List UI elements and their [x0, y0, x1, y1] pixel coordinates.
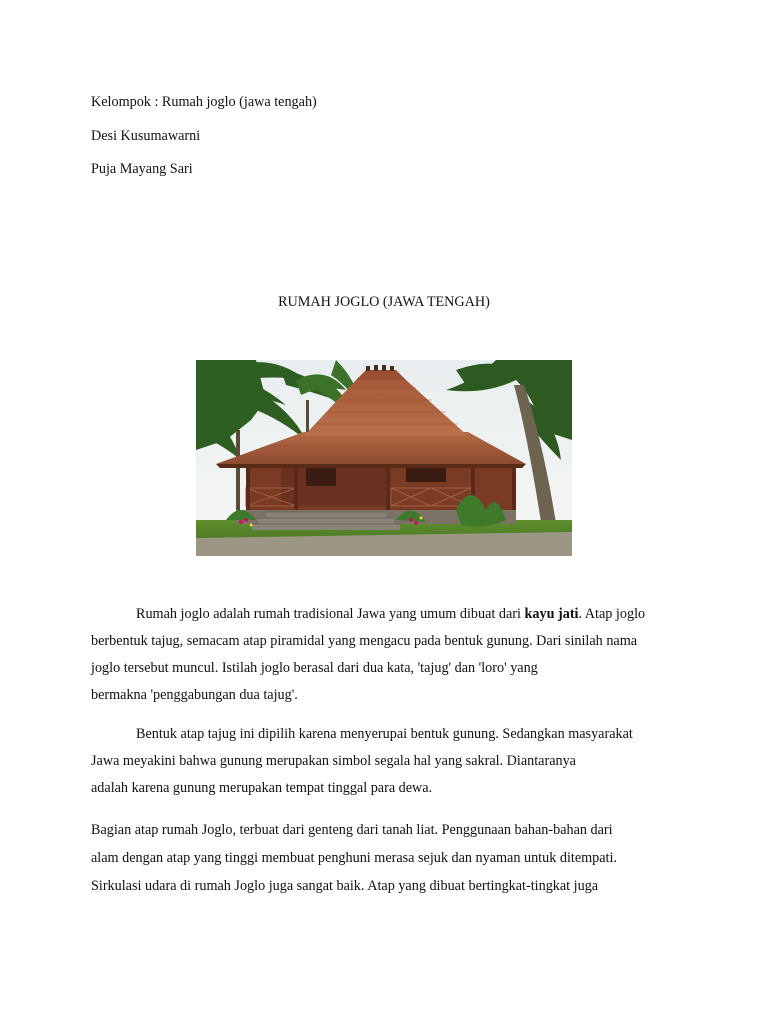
- paragraph-3: [91, 816, 691, 900]
- group-line: Kelompok : Rumah joglo (jawa tengah): [91, 94, 317, 110]
- paragraph-1-line-4: bermakna 'penggabungan dua tajug'.: [91, 687, 298, 703]
- paragraph-3-line-1: Bagian atap rumah Joglo, terbuat dari genteng dari tanah liat. Penggunaan bahan-bahan dari: [91, 822, 613, 838]
- member-name-2: Puja Mayang Sari: [91, 161, 193, 177]
- paragraph-1-line-1: [91, 601, 691, 628]
- joglo-house-photo: [196, 360, 572, 556]
- paragraph-1-text: Rumah joglo adalah rumah tradisional Jawa yang umum dibuat dari: [136, 606, 525, 622]
- paragraph-1-line-3: joglo tersebut muncul. Istilah joglo berasal dari dua kata, 'tajug' dan 'loro' yang: [91, 660, 538, 676]
- paragraph-3-line-3: Sirkulasi udara di rumah Joglo juga sangat baik. Atap yang dibuat bertingkat-tingkat juga: [91, 878, 599, 894]
- paragraph-3-line-2: alam dengan atap yang tinggi membuat penghuni merasa sejuk dan nyaman untuk ditempati.: [91, 850, 617, 866]
- paragraph-2-line-3: adalah karena gunung merupakan tempat tinggal para dewa.: [91, 780, 433, 796]
- member-name-1: Desi Kusumawarni: [91, 128, 201, 144]
- paragraph-2: [91, 721, 691, 802]
- bold-term-kayu-jati: kayu jati: [524, 606, 579, 622]
- paragraph-2-line-1: Bentuk atap tajug ini dipilih karena menyerupai bentuk gunung. Sedangkan masyarakat: [136, 726, 633, 742]
- document-title: RUMAH JOGLO (JAWA TENGAH): [278, 294, 490, 310]
- paragraph-1-line-2: berbentuk tajug, semacam atap piramidal yang mengacu pada bentuk gunung. Dari sinilah nama: [91, 633, 638, 649]
- paragraph-1: [91, 601, 691, 709]
- paragraph-1-text-post: . Atap joglo: [578, 606, 646, 622]
- paragraph-2-line-2: Jawa meyakini bahwa gunung merupakan simbol segala hal yang sakral. Diantaranya: [91, 753, 576, 769]
